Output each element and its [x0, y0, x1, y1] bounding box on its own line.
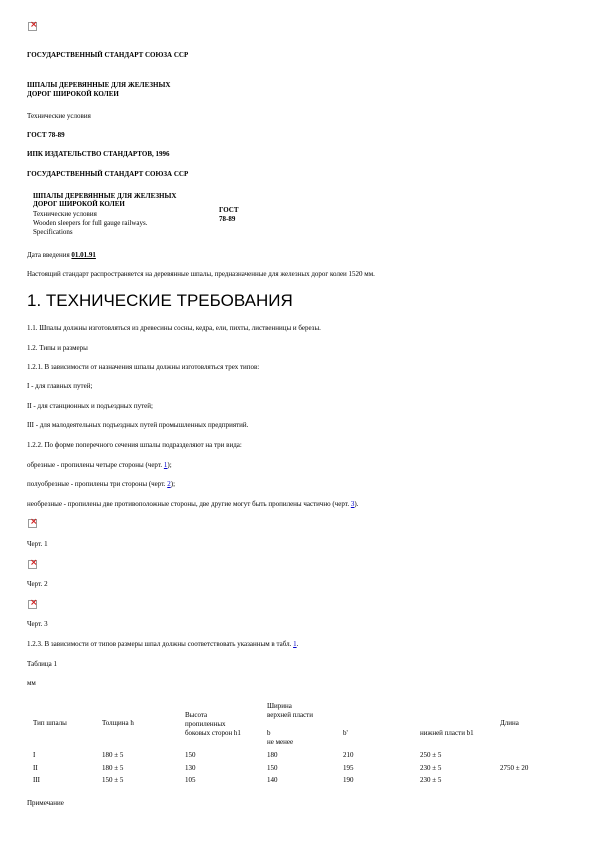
standard-heading-2: ГОСУДАРСТВЕННЫЙ СТАНДАРТ СОЮЗА ССР [27, 170, 189, 178]
effective-date [27, 251, 96, 259]
title-block-title-1: ШПАЛЫ ДЕРЕВЯННЫЕ ДЛЯ ЖЕЛЕЗНЫХ [33, 192, 177, 200]
figure-1-image-icon [28, 519, 37, 528]
col-header-width-b1: b' [343, 729, 348, 737]
col-header-width-min: не менее [267, 738, 294, 746]
paragraph-1-2: 1.2. Типы и размеры [27, 344, 88, 352]
scope-paragraph: Настоящий стандарт распространяется на деревянные шпалы, предназначенные для железных дорог колеи 1520 мм. [27, 270, 375, 278]
title-block-english-1: Wooden sleepers for full gauge railways. [33, 219, 148, 227]
paragraph-1-2-1: 1.2.1. В зависимости от назначения шпалы должны изготовляться трех типов: [27, 363, 260, 371]
table-title: Таблица 1 [27, 660, 57, 668]
effective-date-label: Дата введения [27, 251, 70, 259]
figure-2-link[interactable]: 2 [167, 480, 171, 488]
col-header-type: Тип шпалы [33, 719, 67, 727]
figure-3-caption: Черт. 3 [27, 620, 48, 628]
cut-type-half-edged: полуобрезные - пропилены три стороны (черт. 2); [27, 480, 176, 488]
section-heading: 1. ТЕХНИЧЕСКИЕ ТРЕБОВАНИЯ [27, 291, 293, 310]
doc-subtitle: Технические условия [27, 112, 91, 120]
cut-type-unedged: необрезные - пропилены две противоположные стороны, две другие могут быть пропилены частично (черт. 3). [27, 500, 359, 508]
type-i-item: I - для главных путей; [27, 382, 93, 390]
effective-date-value: 01.01.91 [71, 251, 96, 259]
paragraph-1-2-2: 1.2.2. По форме поперечного сечения шпалы подразделяют на три вида: [27, 441, 242, 449]
col-header-height-3: боковых сторон h1 [185, 729, 241, 737]
standard-heading: ГОСУДАРСТВЕННЫЙ СТАНДАРТ СОЮЗА ССР [27, 51, 189, 59]
col-header-width-b: b [267, 729, 271, 737]
figure-1-link[interactable]: 1 [163, 461, 168, 469]
document-page: × ГОСУДАРСТВЕННЫЙ СТАНДАРТ СОЮЗА ССР ШПАЛЫ ДЕРЕВЯННЫЕ ДЛЯ ЖЕЛЕЗНЫХ ДОРОГ ШИРОКОЙ КОЛЕИ Технические условия ГОСТ 78-89 ИПК ИЗДАТЕЛЬСТВО СТАНДАРТОВ, 1996 ГОСУДАРСТВЕННЫЙ СТАНДАРТ СОЮЗА ССР ШПАЛЫ ДЕРЕВЯННЫЕ ДЛЯ ЖЕЛЕЗНЫХ ДОРОГ ШИРОКОЙ КОЛЕИ Технические условия Wooden sleepers for full gauge railways. Specifications ГОСТ 78-89 Дата введения 01.01.91 Настоящий стандарт распространяется на деревянные шпалы, предназначенные для железных дорог колеи 1520 мм. 1. ТЕХНИЧЕСКИЕ ТРЕБОВАНИЯ 1.1. Шпалы должны изготовляться из древесины сосны, кедра, ели, пихты, лиственницы и березы. 1.2. Типы и размеры 1.2.1. В зависимости от назначения шпалы должны изготовляться трех типов: I - для главных путей; II - для станционных и подъездных путей; III - для малодеятельных подъездных путей промышленных предприятий. 1.2.2. По форме поперечного сечения шпалы подразделяют на три вида: обрезные - пропилены четыре стороны (черт. 1); полуобрезные - пропилены три стороны (черт. 2); необрезные - пропилены две противоположные стороны, две другие могут быть пропилены частично (черт. 3). × Черт. 1 × Черт. 2 × Черт. 3 1.2.3. В зависимости от типов размеры шпал должны соответствовать указанным в табл. 1. Таблица 1 мм Тип шпалы Толщина h Высота пропиленных боковых сторон h1 Ширина верхней пласти b b' не менее нижней пласти b1 Длина I 180 ± 5 150 180 210 250 ± 5 II 180 ± 5 130 150 195 230 ± 5 2750 ± 20 III 150 ± 5 105 140 190 230 ± 5 Примечание [0, 0, 595, 842]
doc-title-line-2: ДОРОГ ШИРОКОЙ КОЛЕИ [27, 90, 119, 98]
table-unit: мм [27, 679, 36, 687]
title-block-title-2: ДОРОГ ШИРОКОЙ КОЛЕИ [33, 200, 125, 208]
col-header-width-1: Ширина [267, 702, 292, 710]
cut-type-edged: обрезные - пропилены четыре стороны (черт. 1); [27, 461, 172, 469]
title-block-gost-label: ГОСТ [219, 206, 239, 214]
figure-3-link[interactable]: 3 [350, 500, 355, 508]
title-block-english-2: Specifications [33, 228, 73, 236]
broken-image-icon [28, 22, 37, 31]
col-header-height-2: пропиленных [185, 720, 226, 728]
col-header-width-2: верхней пласти [267, 711, 313, 719]
title-block-subtitle: Технические условия [33, 210, 97, 218]
type-iii-item: III - для малодеятельных подъездных путей промышленных предприятий. [27, 421, 249, 429]
table-note: Примечание [27, 799, 64, 807]
paragraph-1-2-3: 1.2.3. В зависимости от типов размеры шпал должны соответствовать указанным в табл. 1. [27, 640, 299, 648]
figure-1-caption: Черт. 1 [27, 540, 48, 548]
title-block-gost-number: 78-89 [219, 215, 236, 223]
col-header-height-1: Высота [185, 711, 208, 719]
figure-2-caption: Черт. 2 [27, 580, 48, 588]
doc-title-line-1: ШПАЛЫ ДЕРЕВЯННЫЕ ДЛЯ ЖЕЛЕЗНЫХ [27, 81, 171, 89]
paragraph-1-1: 1.1. Шпалы должны изготовляться из древесины сосны, кедра, ели, пихты, лиственницы и березы. [27, 324, 321, 332]
col-header-lower: нижней пласти b1 [420, 729, 474, 737]
figure-2-image-icon [28, 560, 37, 569]
table-1-link[interactable]: 1 [293, 640, 297, 648]
col-header-length: Длина [500, 719, 519, 727]
gost-number: ГОСТ 78-89 [27, 131, 65, 139]
figure-3-image-icon [28, 600, 37, 609]
type-ii-item: II - для станционных и подъездных путей; [27, 402, 153, 410]
publisher-line: ИПК ИЗДАТЕЛЬСТВО СТАНДАРТОВ, 1996 [27, 150, 170, 158]
col-header-thickness: Толщина h [102, 719, 134, 727]
